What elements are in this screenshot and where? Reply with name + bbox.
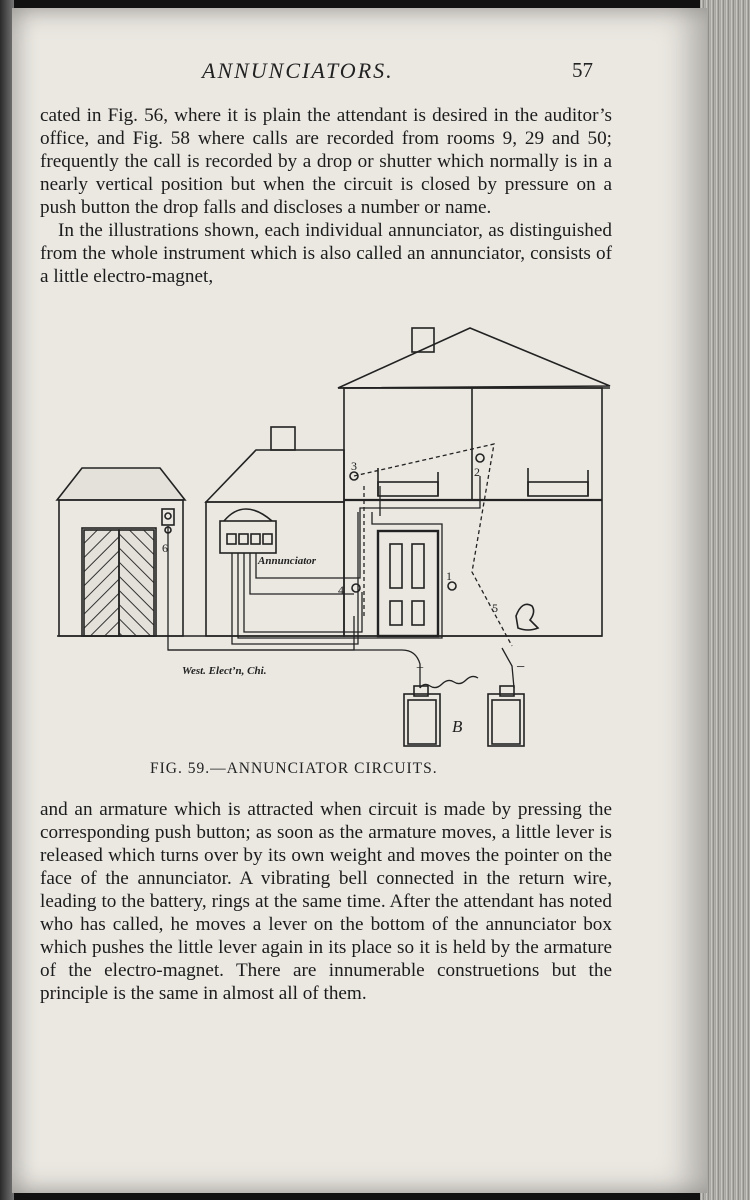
annunciator-label: Annunciator xyxy=(258,555,317,567)
figure-caption: FIG. 59.—ANNUNCIATOR CIRCUITS. xyxy=(150,760,438,777)
push-button xyxy=(476,454,484,462)
person-figure xyxy=(516,604,538,630)
page-number: 57 xyxy=(572,58,593,82)
main-house xyxy=(338,328,610,636)
page-edges xyxy=(700,0,750,1200)
body-text-bottom xyxy=(40,798,612,1005)
circuit-illustration xyxy=(42,316,612,756)
battery-label: B xyxy=(452,717,463,736)
push-button xyxy=(352,584,360,592)
body-text-top xyxy=(40,104,612,288)
credit-label: West. Elect’n, Chi. xyxy=(182,665,267,677)
page-header xyxy=(12,58,707,88)
plus-label: + xyxy=(416,661,424,676)
label-4: 4 xyxy=(338,583,344,597)
figure-annunciator-circuits xyxy=(42,316,612,756)
running-head: ANNUNCIATORS. xyxy=(202,58,394,83)
label-2: 2 xyxy=(474,465,480,479)
label-1: 1 xyxy=(446,569,452,583)
minus-label: − xyxy=(516,659,526,676)
paragraph: In the illustrations shown, each individual annunciator, as distinguished from the whole instrument which is also called an annunciator, consists of a little electro-magnet, xyxy=(40,220,612,287)
paragraph: and an armature which is attracted when circuit is made by pressing the corresponding push button; as soon as the armature moves, a little lever is released which turns over by its own weight and moves the pointer on the face of the annunciator. A vibrating bell connected in the return wire, leading to the battery, rings at the same time. After the attendant has noted who has called, he moves a lever on the bottom of the annunciator box which pushes the little lever again in its place so it is held by the armature of the electro-magnet. There are innumerable construetions but the principle is the same in almost all of them. xyxy=(40,799,612,1004)
label-5: 5 xyxy=(492,601,498,615)
paragraph: cated in Fig. 56, where it is plain the attendant is desired in the auditor’s office, and Fig. 58 where calls are recorded from rooms 9, 29 and 50; frequently the call is recorded by a drop or shutter which normally is in a nearly vertical position but when the circuit is closed by pressure on a push button the drop falls and discloses a number or name. xyxy=(40,105,612,218)
wiring xyxy=(168,476,514,688)
push-button xyxy=(448,582,456,590)
label-6: 6 xyxy=(162,541,168,555)
kitchen-wing xyxy=(206,427,344,636)
book-page xyxy=(12,8,707,1193)
label-3: 3 xyxy=(351,459,357,473)
battery xyxy=(404,686,524,746)
